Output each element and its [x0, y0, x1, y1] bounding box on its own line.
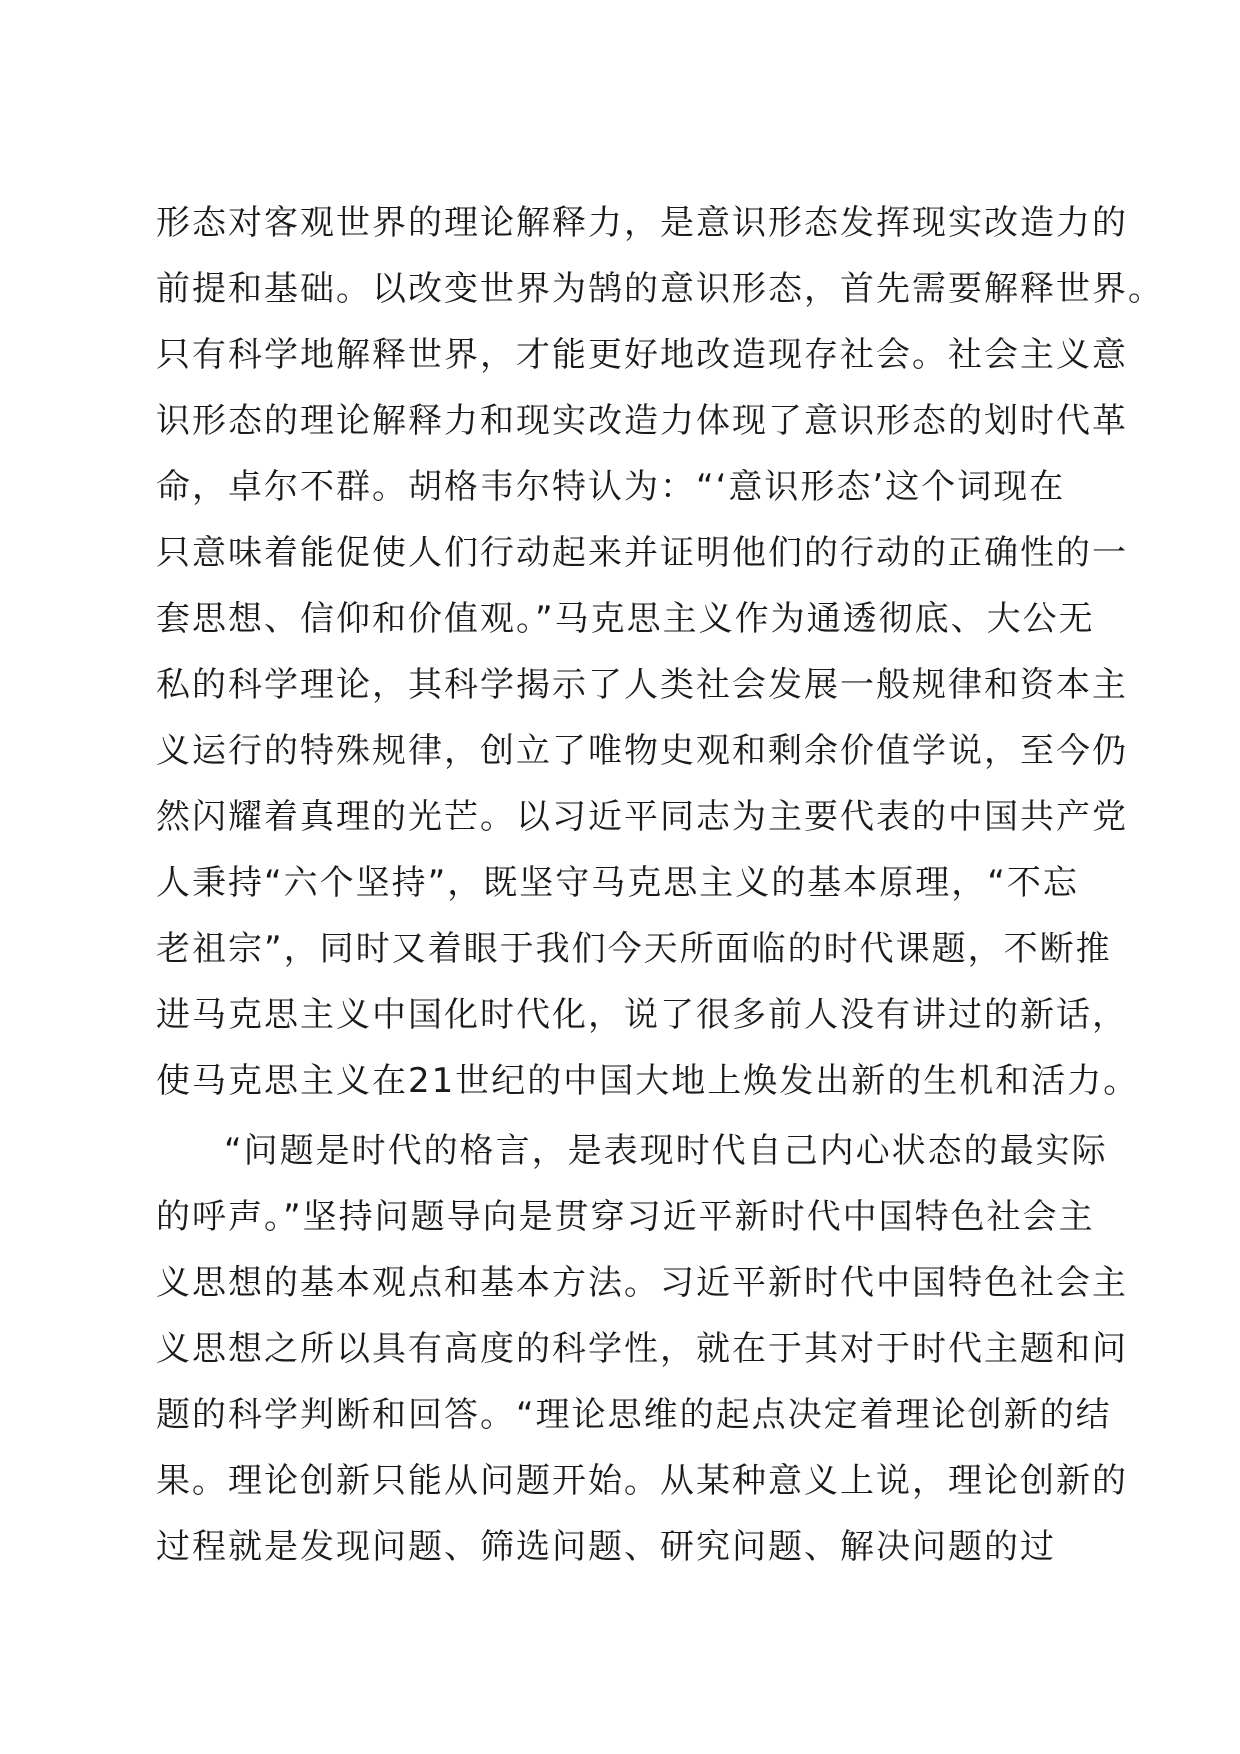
document-body [156, 190, 1164, 1580]
text-line: 私的科学理论，其科学揭示了人类社会发展一般规律和资本主 [156, 665, 1128, 705]
text-line: 老祖宗”，同时又着眼于我们今天所面临的时代课题，不断推 [156, 929, 1112, 969]
text-line: 的呼声。”坚持问题导向是贯穿习近平新时代中国特色社会主 [156, 1197, 1095, 1237]
text-line: 识形态的理论解释力和现实改造力体现了意识形态的划时代革 [156, 401, 1128, 441]
paragraph-1 [156, 190, 1164, 1114]
text-line: 形态对客观世界的理论解释力，是意识形态发挥现实改造力的 [156, 203, 1128, 243]
text-line: 果。理论创新只能从问题开始。从某种意义上说，理论创新的 [156, 1461, 1128, 1501]
text-line: 前提和基础。以改变世界为鹄的意识形态，首先需要解释世界。 [156, 269, 1164, 309]
text-line-indented: “问题是时代的格言，是表现时代自己内心状态的最实际 [224, 1131, 1108, 1171]
text-line: 题的科学判断和回答。“理论思维的起点决定着理论创新的结 [156, 1395, 1112, 1435]
paragraph-2 [156, 1118, 1128, 1580]
text-line: 进马克思主义中国化时代化，说了很多前人没有讲过的新话， [156, 995, 1128, 1035]
text-line: 义思想的基本观点和基本方法。习近平新时代中国特色社会主 [156, 1263, 1128, 1303]
text-line: 过程就是发现问题、筛选问题、研究问题、解决问题的过 [156, 1527, 1056, 1567]
text-line: 然闪耀着真理的光芒。以习近平同志为主要代表的中国共产党 [156, 797, 1128, 837]
text-line: 义思想之所以具有高度的科学性，就在于其对于时代主题和问 [156, 1329, 1128, 1369]
text-line: 人秉持“六个坚持”，既坚守马克思主义的基本原理，“不忘 [156, 863, 1079, 903]
text-line: 命，卓尔不群。胡格韦尔特认为：“‘意识形态’这个词现在 [156, 467, 1066, 507]
text-line: 只有科学地解释世界，才能更好地改造现存社会。社会主义意 [156, 335, 1128, 375]
text-line: 套思想、信仰和价值观。”马克思主义作为通透彻底、大公无 [156, 599, 1095, 639]
text-line: 义运行的特殊规律，创立了唯物史观和剩余价值学说，至今仍 [156, 731, 1128, 771]
text-line: 只意味着能促使人们行动起来并证明他们的行动的正确性的一 [156, 533, 1128, 573]
text-line: 使马克思主义在21世纪的中国大地上焕发出新的生机和活力。 [156, 1061, 1140, 1101]
